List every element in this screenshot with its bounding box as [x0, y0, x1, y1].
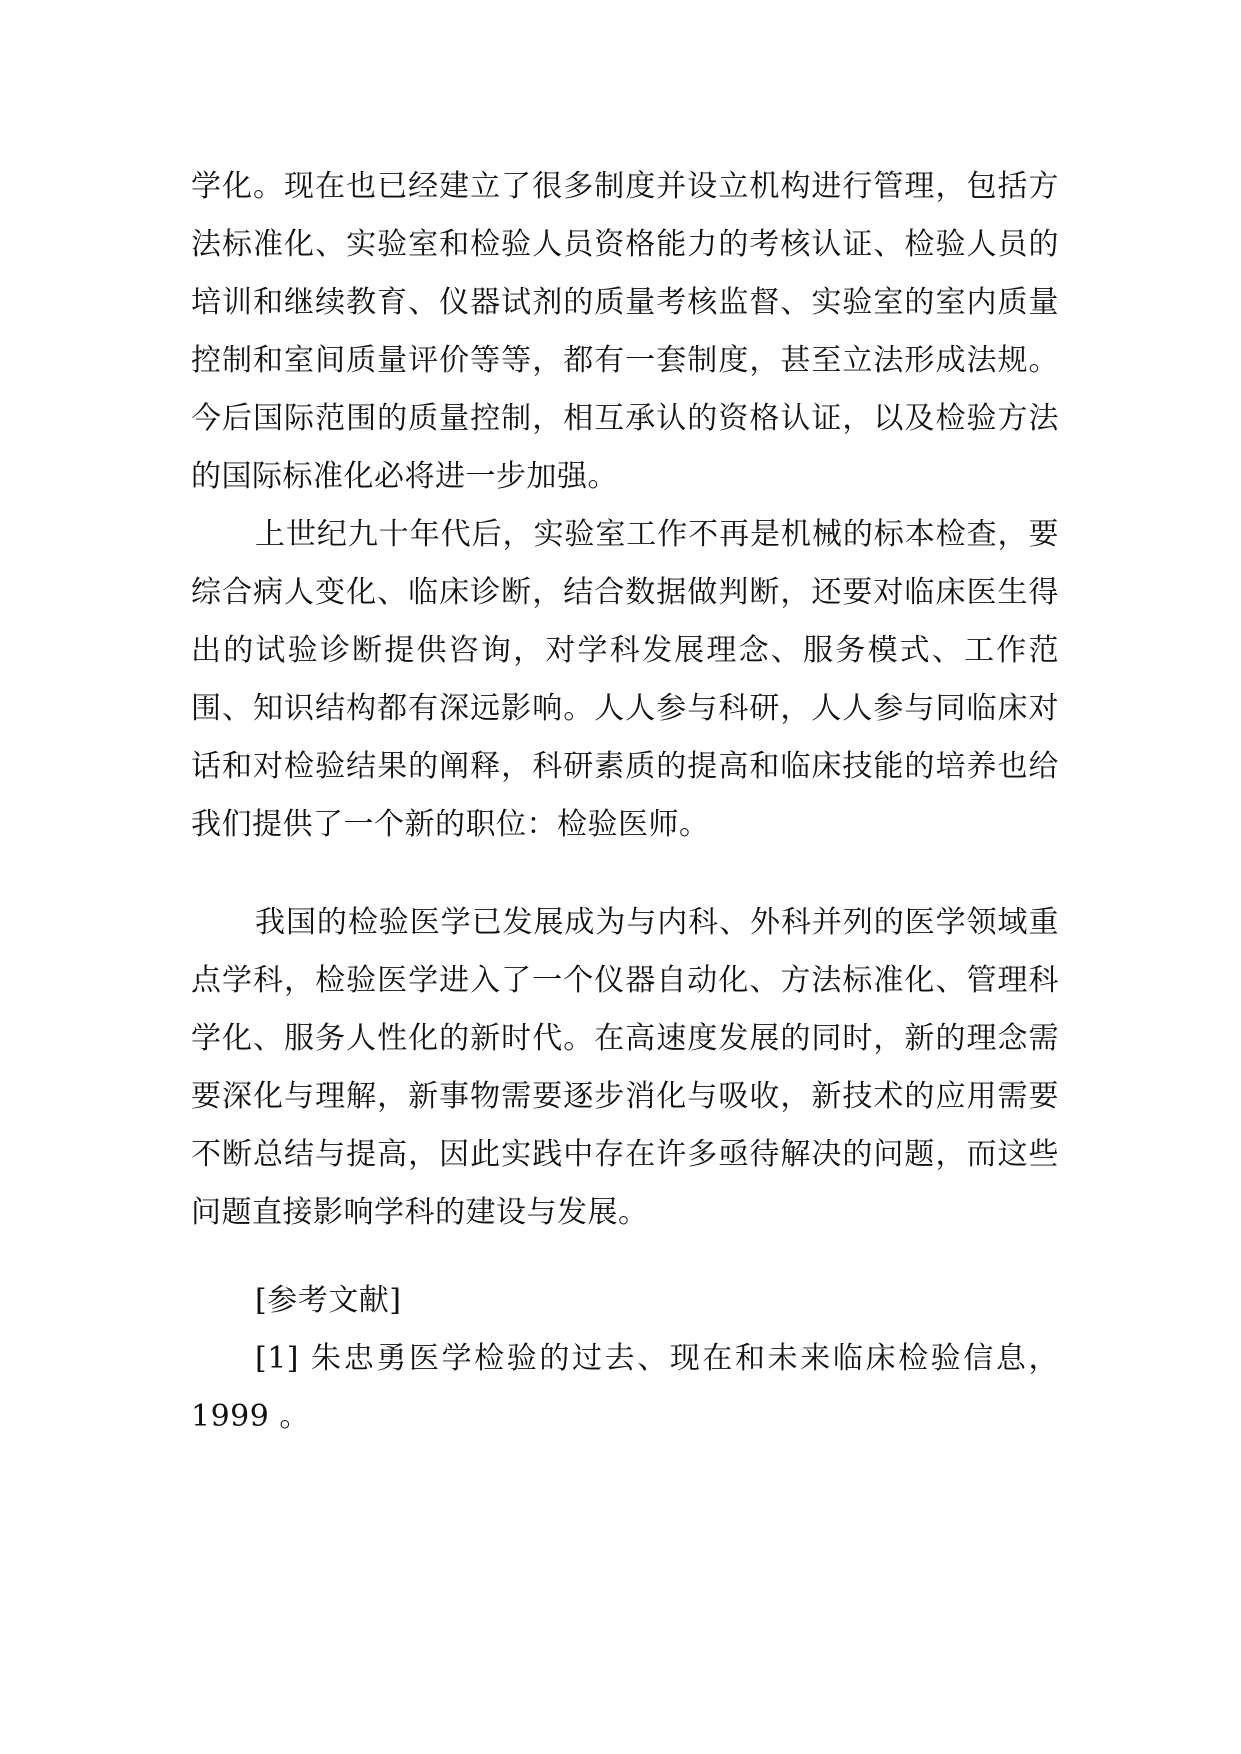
paragraph-3: 我国的检验医学已发展成为与内科、外科并列的医学领域重点学科，检验医学进入了一个仪器自动化、方法标准化、管理科学化、服务人性化的新时代。在高速度发展的同时，新的理念需要深化与理解，新事物需要逐步消化与吸收，新技术的应用需要不断总结与提高，因此实践中存在许多亟待解决的问题，而这些问题直接影响学科的建设与发展。 [191, 905, 1059, 1230]
document-body [191, 158, 1059, 1446]
reference-item-1: [1] 朱忠勇医学检验的过去、现在和未来临床检验信息，1999 。 [191, 1341, 1059, 1434]
paragraph-2: 上世纪九十年代后，实验室工作不再是机械的标本检查，要综合病人变化、临床诊断，结合数据做判断，还要对临床医生得出的试验诊断提供咨询，对学科发展理念、服务模式、工作范围、知识结构都有深远影响。人人参与科研，人人参与同临床对话和对检验结果的阐释，科研素质的提高和临床技能的培养也给我们提供了一个新的职位：检验医师。 [191, 517, 1059, 842]
paragraph-1: 学化。现在也已经建立了很多制度并设立机构进行管理，包括方法标准化、实验室和检验人员资格能力的考核认证、检验人员的培训和继续教育、仪器试剂的质量考核监督、实验室的室内质量控制和室间质量评价等等，都有一套制度，甚至立法形成法规。今后国际范围的质量控制，相互承认的资格认证，以及检验方法的国际标准化必将进一步加强。 [191, 169, 1059, 494]
references-heading: [参考文献] [255, 1283, 402, 1318]
